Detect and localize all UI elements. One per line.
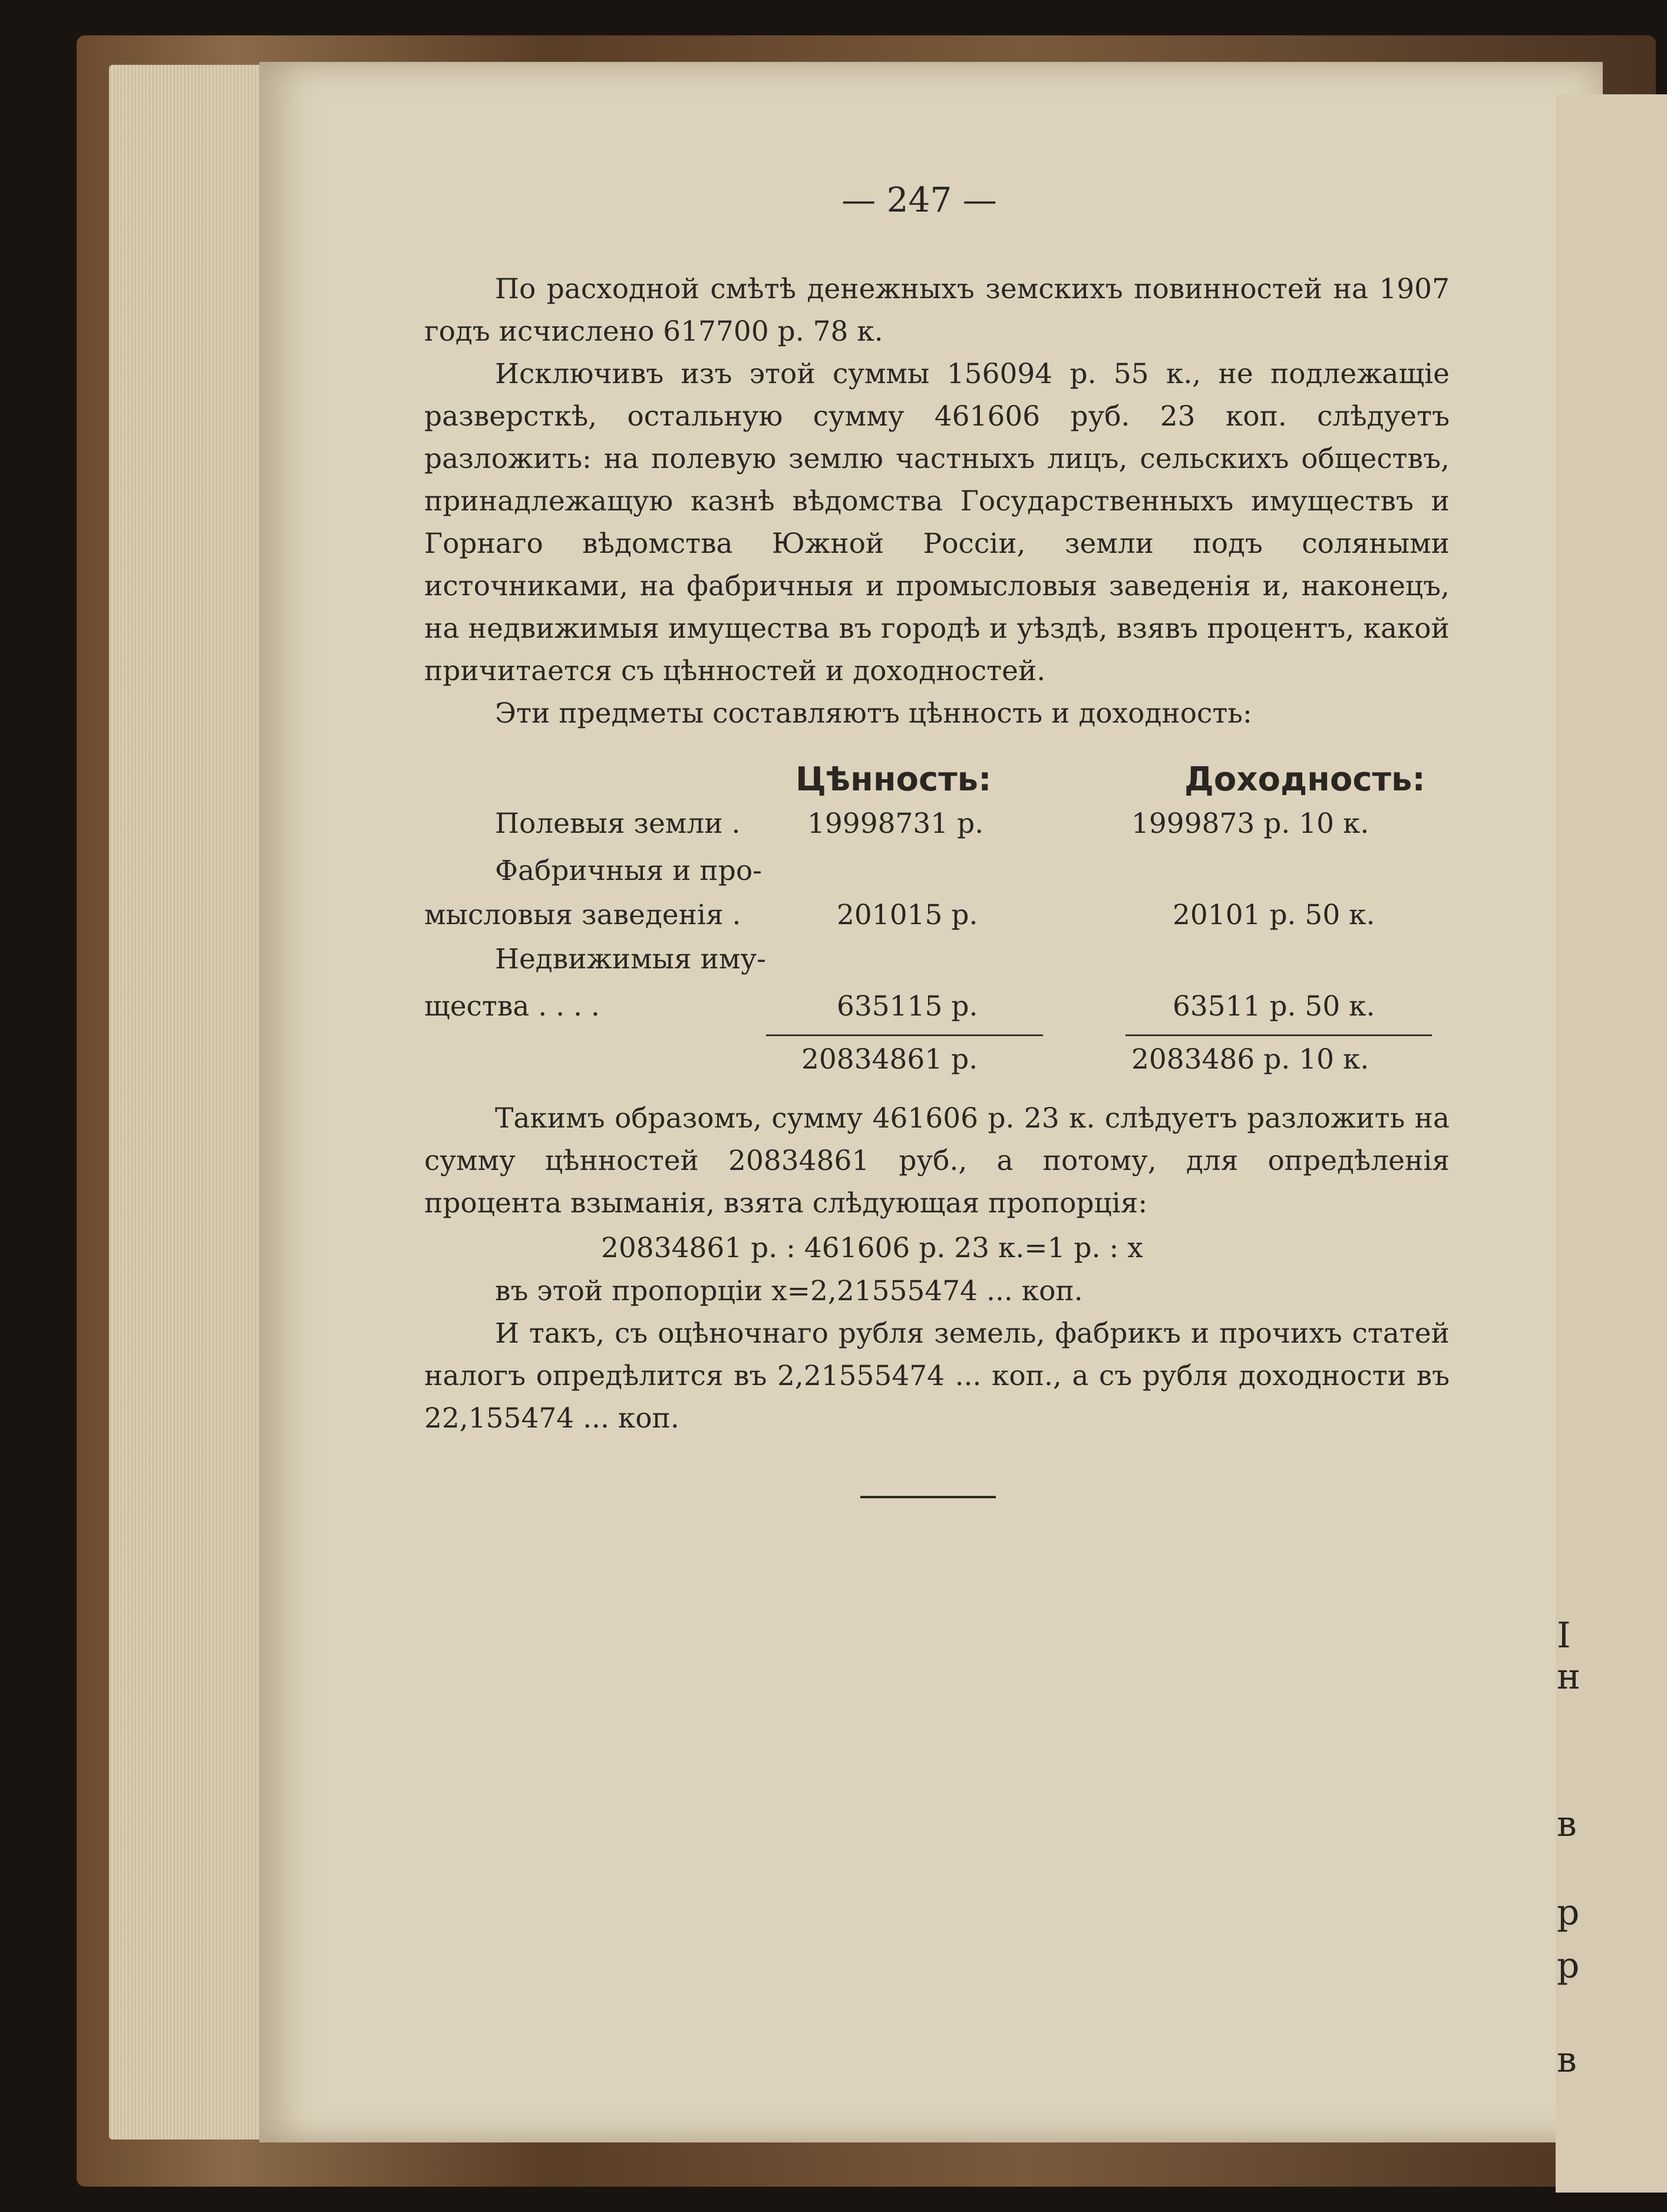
next-page-glyph: н <box>1557 1656 1580 1697</box>
row-name: Фабричныя и про- <box>495 855 762 887</box>
row-value: 19998731 р. <box>807 807 984 840</box>
total-value: 20834861 р. <box>801 1043 978 1076</box>
paragraph: въ этой пропорціи x=2,21555474 ... коп. <box>495 1275 1083 1307</box>
table-row <box>424 990 1450 1033</box>
table-row <box>424 899 1450 941</box>
page-number: — 247 — <box>841 180 997 220</box>
row-income: 1999873 р. 10 к. <box>1131 807 1369 840</box>
table-total-row <box>424 1043 1450 1086</box>
row-income: 20101 р. 50 к. <box>1173 899 1375 931</box>
row-name: Недвижимыя иму- <box>495 943 767 975</box>
header-value: Цѣнность: <box>795 760 992 799</box>
row-value: 201015 р. <box>837 899 978 931</box>
table-row <box>424 807 1450 850</box>
sum-rule <box>766 1034 1043 1036</box>
next-page-glyph: р <box>1557 1945 1580 1986</box>
paragraph: Исключивъ изъ этой суммы 156094 р. 55 к., не подлежащіе разверсткѣ, остальную сумму 461606 руб. 23 коп. слѣдуетъ разложить: на полевую землю частныхъ лицъ, сельскихъ обществъ, принадлежащую казнѣ вѣдомства Государственныхъ имуществъ и Горнаго вѣдомства Южной Россіи, земли подъ соляными источниками, на фабричныя и промысловыя заведенія и, наконецъ, на недвижимыя имущества въ городѣ и уѣздѣ, взявъ процентъ, какой причитается съ цѣнностей и доходностей. <box>424 358 1450 687</box>
header-income: Доходность: <box>1184 760 1425 799</box>
end-rule <box>860 1496 996 1498</box>
paragraph-block-3 <box>424 1270 1450 1440</box>
next-page-glyph: в <box>1557 1804 1577 1845</box>
proportion: 20834861 р. : 461606 р. 23 к.=1 р. : x <box>601 1232 1143 1264</box>
next-page-glyph: в <box>1557 2039 1577 2081</box>
row-name-cont: щества . . . . <box>424 990 600 1023</box>
next-page-glyph: I <box>1557 1615 1571 1656</box>
row-name-cont: мысловыя заведенія . <box>424 899 741 931</box>
table-row <box>424 943 1450 985</box>
paragraph-block-2 <box>424 1097 1450 1225</box>
row-value: 635115 р. <box>837 990 978 1023</box>
paragraph: Эти предметы составляютъ цѣнность и доходность: <box>495 697 1252 730</box>
paragraph: Такимъ образомъ, сумму 461606 р. 23 к. слѣдуетъ разложить на сумму цѣнностей 20834861 руб., а потому, для опредѣленія процента взыманія, взята слѣдующая пропорція: <box>424 1102 1450 1219</box>
sum-rule <box>1125 1034 1432 1036</box>
row-name: Полевыя земли . <box>495 807 741 840</box>
total-income: 2083486 р. 10 к. <box>1131 1043 1369 1076</box>
next-page-edge <box>1556 94 1667 2193</box>
row-income: 63511 р. 50 к. <box>1173 990 1375 1023</box>
paragraph: И такъ, съ оцѣночнаго рубля земель, фабрикъ и прочихъ статей налогъ опредѣлится въ 2,21555474 ... коп., а съ рубля доходности въ 22,155474 ... коп. <box>424 1317 1450 1435</box>
paragraph: По расходной смѣтѣ денежныхъ земскихъ повинностей на 1907 годъ исчислено 617700 р. 78 к. <box>424 273 1450 348</box>
next-page-glyph: р <box>1557 1892 1580 1933</box>
paragraph-block-1 <box>424 268 1450 735</box>
table-row <box>424 855 1450 897</box>
